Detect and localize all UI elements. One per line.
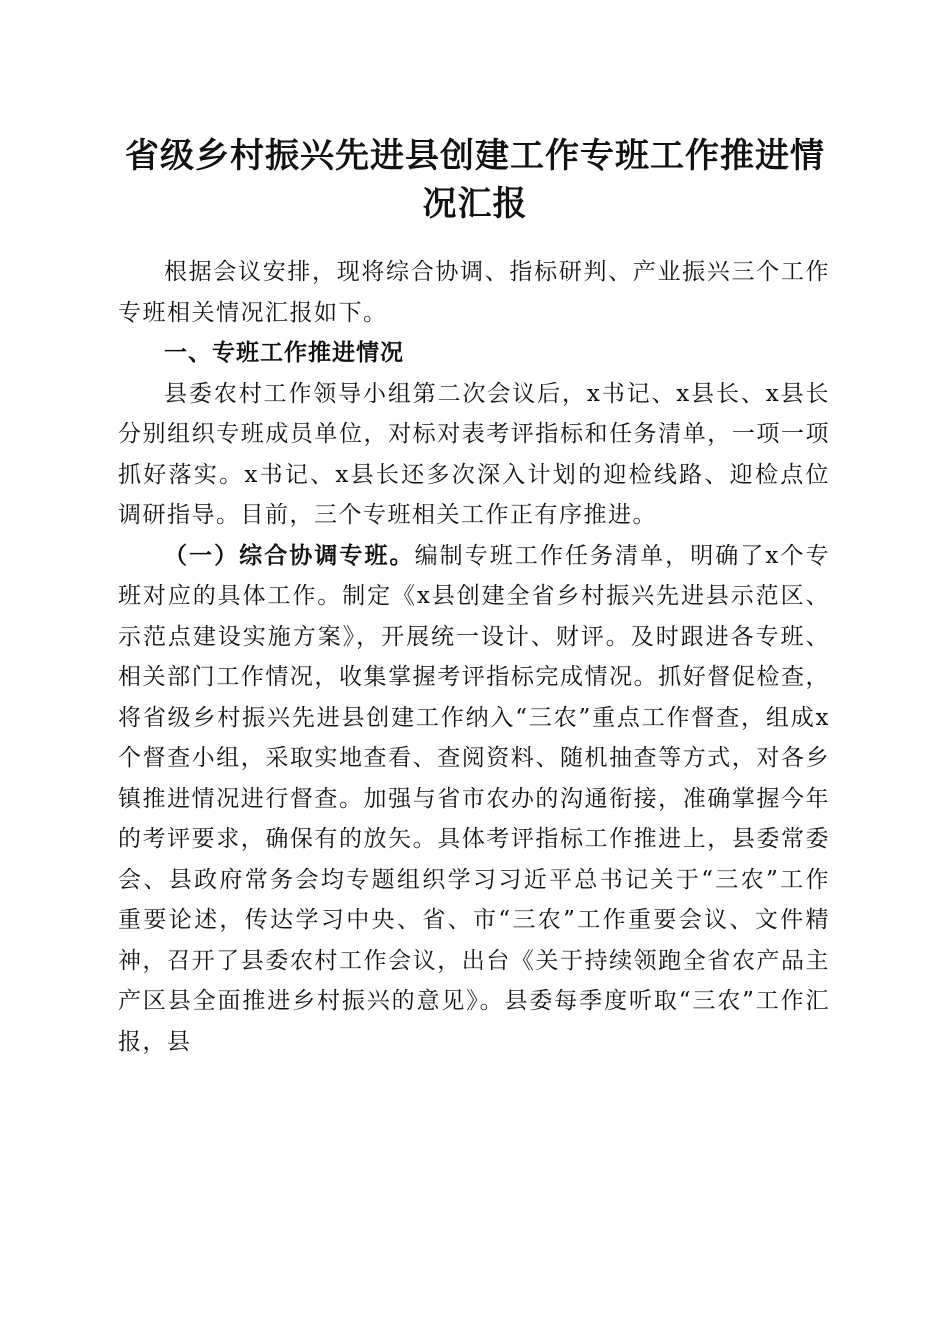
subsection-body: 编制专班工作任务清单，明确了x个专班对应的具体工作。制定《x县创建全省乡村振兴先进县示范区、示范点建设实施方案》，开展统一设计、财评。及时跟进各专班、相关部门工作情况，收集掌握考评指标完成情况。抓好督促检查，将省级乡村振兴先进县创建工作纳入“三农”重点工作督查，组成x个督查小组，采取实地查看、查阅资料、随机抽查等方式，对各乡镇推进情况进行督查。加强与省市农办的沟通衔接，准确掌握今年的考评要求，确保有的放矢。具体考评指标工作推进上，县委常委会、县政府常务会均专题组织学习习近平总书记关于“三农”工作重要论述，传达学习中央、省、市“三农”工作重要会议、文件精神，召开了县委农村工作会议，出台《关于持续领跑全省农产品主产区县全面推进乡村振兴的意见》。县委每季度听取“三农”工作汇报，县 [118,542,830,1055]
section-heading: 一、专班工作推进情况 [164,340,404,366]
section-paragraph: 县委农村工作领导小组第二次会议后，x书记、x县长、x县长分别组织专班成员单位，对标对表考评指标和任务清单，一项一项抓好落实。x书记、x县长还多次深入计划的迎检线路、迎检点位调研指导。目前，三个专班相关工作正有序推进。 [118,380,830,528]
document-body [118,252,830,1062]
subsection-paragraph [118,536,830,1063]
document-title: 省级乡村振兴先进县创建工作专班工作推进情况汇报 [125,136,825,224]
subsection-heading: （一）综合协调专班。 [164,541,415,569]
intro-paragraph: 根据会议安排，现将综合协调、指标研判、产业振兴三个工作专班相关情况汇报如下。 [118,259,830,326]
